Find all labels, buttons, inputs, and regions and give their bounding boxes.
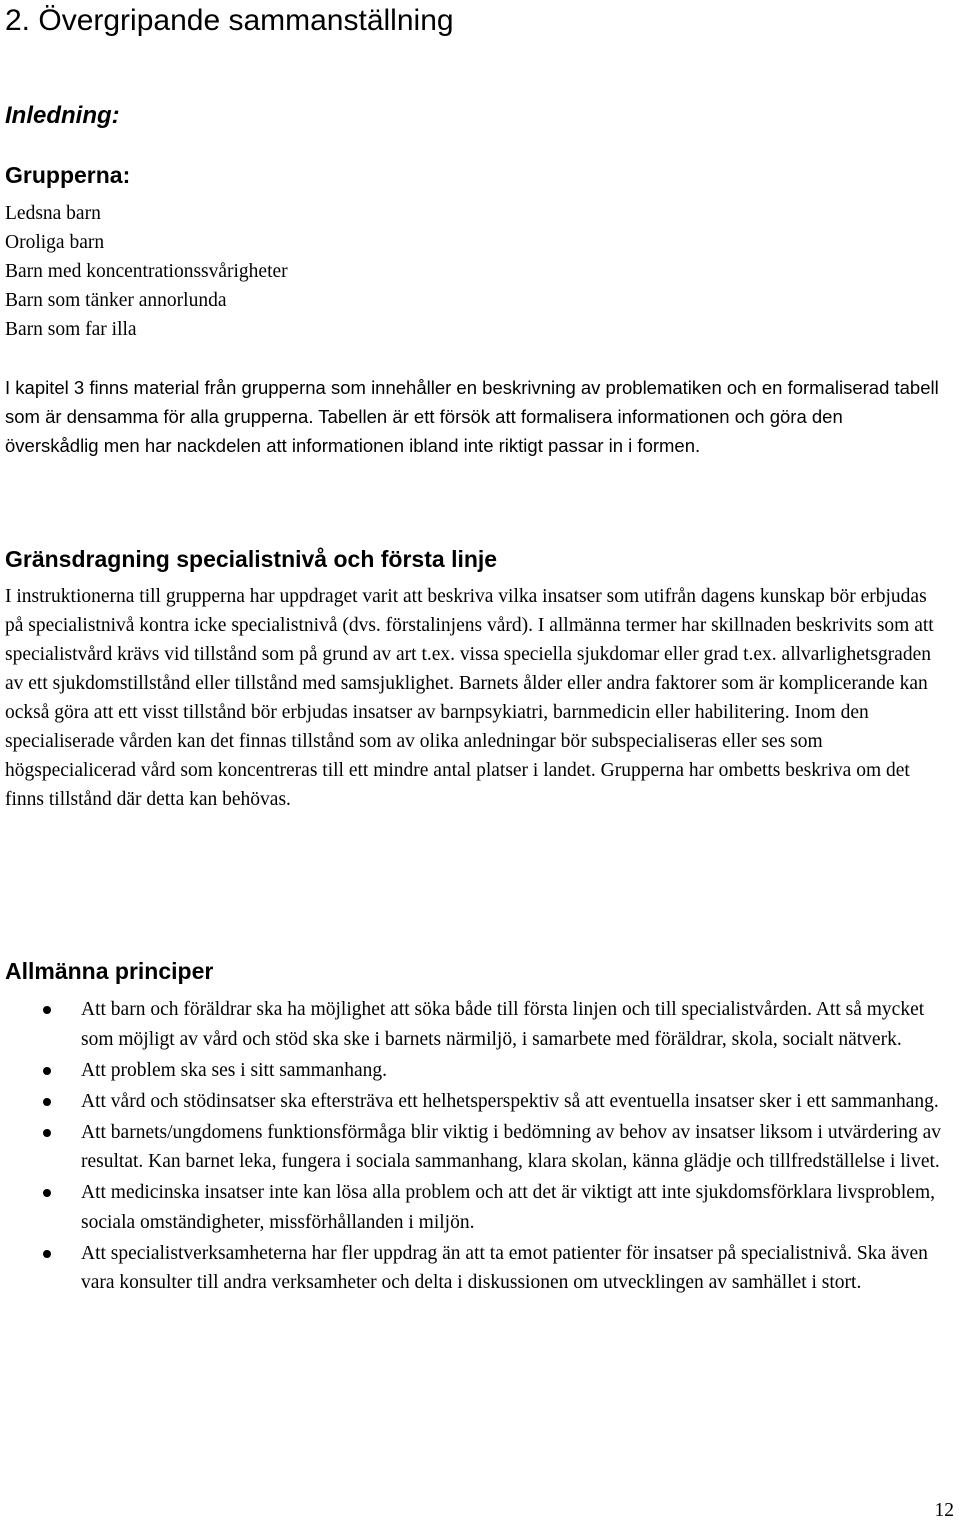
principle-text: Att specialistverksamheterna har fler uppdrag än att ta emot patienter för insatser på specialistnivå. Ska även vara konsulter till andra verksamheter och delta i diskussionen om utvecklingen av samhället i stort.: [81, 1242, 928, 1293]
principle-text: Att barn och föräldrar ska ha möjlighet att söka både till första linjen och till specialistvården. Att så mycket som möjligt av vård och stöd ska ske i barnets närmiljö, i samarbete med föräldrar, skola, socialt nätverk.: [81, 999, 925, 1050]
intro-heading: Inledning:: [5, 102, 120, 129]
principle-item: [0, 1239, 960, 1298]
principle-item: [0, 1056, 960, 1086]
bullet-icon: [43, 1129, 51, 1137]
boundary-paragraph: I instruktionerna till grupperna har uppdraget varit att beskriva vilka insatser som utifrån dagens kunskap bör erbjudas på specialistnivå kontra icke specialistnivå (dvs. förstalinjens vård). I allmänna termer har skillnaden beskrivits som att specialistvård krävs vid tillstånd som på grund av art t.ex. vissa speciella sjukdomar eller grad t.ex. allvarlighetsgraden av ett sjukdomstillstånd eller tillstånd med samsjuklighet. Barnets ålder eller andra faktorer som är komplicerande kan också göra att ett visst tillstånd bör erbjudas insatser av barnpsykiatri, barnmedicin eller habilitering. Inom den specialiserade vården kan det finnas tillstånd som av olika anledningar bör subspecialiseras eller ses som högspecialicerad vård som koncentreras till ett mindre antal platser i landet. Grupperna har ombetts beskriva om det finns tillstånd där detta kan behövas.: [5, 586, 934, 810]
principle-text: Att barnets/ungdomens funktionsförmåga blir viktig i bedömning av behov av insatser liksom i utvärdering av resultat. Kan barnet leka, fungera i sociala sammanhang, klara skolan, känna glädje och tillfredställelse i livet.: [81, 1121, 942, 1172]
bullet-icon: [43, 1189, 51, 1197]
bullet-icon: [43, 1250, 51, 1258]
group-item: Oroliga barn: [5, 232, 105, 253]
principle-item: [0, 1178, 960, 1237]
bullet-icon: [43, 1098, 51, 1106]
page-number: 12: [934, 1500, 954, 1521]
bullet-icon: [43, 1006, 51, 1014]
groups-paragraph: I kapitel 3 finns material från grupperna som innehåller en beskrivning av problematiken och en formaliserad tabell som är densamma för alla grupperna. Tabellen är ett försök att formalisera informationen och göra den överskådlig men har nackdelen att informationen ibland inte riktigt passar in i formen.: [5, 377, 939, 456]
principles-list: [0, 995, 960, 1299]
principle-item: [0, 1087, 960, 1117]
group-item: Ledsna barn: [5, 203, 101, 224]
groups-heading: Grupperna:: [5, 162, 131, 188]
principle-item: [0, 995, 960, 1054]
principles-heading: Allmänna principer: [5, 958, 214, 984]
bullet-icon: [43, 1067, 51, 1075]
principle-item: [0, 1118, 960, 1177]
principle-text: Att problem ska ses i sitt sammanhang.: [81, 1059, 388, 1081]
boundary-heading: Gränsdragning specialistnivå och första linje: [5, 546, 498, 572]
group-item: Barn som tänker annorlunda: [5, 290, 227, 311]
section-title: 2. Övergripande sammanställning: [5, 4, 454, 37]
group-item: Barn med koncentrationssvårigheter: [5, 261, 288, 282]
principle-text: Att medicinska insatser inte kan lösa alla problem och att det är viktigt att inte sjukdomsförklara livsproblem, sociala omständigheter, missförhållanden i miljön.: [81, 1182, 936, 1233]
principle-text: Att vård och stödinsatser ska eftersträva ett helhetsperspektiv så att eventuella insatser sker i ett sammanhang.: [81, 1090, 939, 1112]
group-item: Barn som far illa: [5, 319, 137, 340]
groups-list: [5, 199, 288, 344]
